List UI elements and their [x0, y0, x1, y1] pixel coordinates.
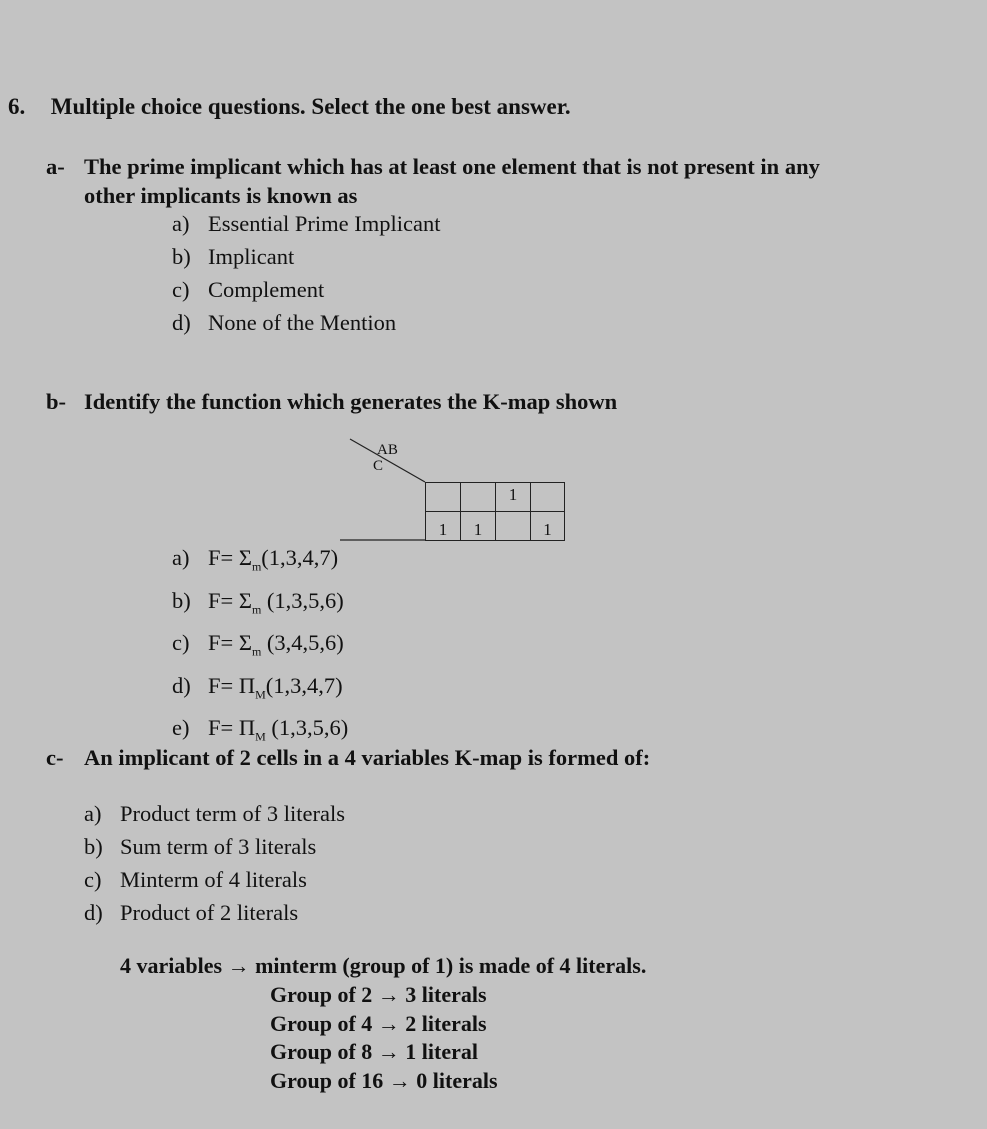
group-literals: 1 literal	[405, 1039, 478, 1064]
kmap-cell: 1	[460, 511, 496, 541]
part-a-question	[84, 152, 944, 181]
option-text: Minterm of 4 literals	[120, 867, 307, 892]
kmap-cell	[495, 511, 531, 541]
option-text: None of the Mention	[208, 310, 397, 335]
group-literals: 3 literals	[405, 982, 487, 1007]
option-text: Implicant	[208, 244, 295, 269]
kmap	[340, 436, 580, 546]
option-label: d)	[172, 310, 191, 335]
arrow-icon: →	[377, 1010, 400, 1036]
option-text: (1,3,4,7)	[261, 545, 339, 570]
note-group-row	[270, 981, 498, 1010]
option-prefix: F= Σ	[208, 545, 252, 570]
option-label: e)	[172, 715, 190, 740]
part-b-option-c[interactable]	[172, 626, 348, 669]
option-prefix: F= Π	[208, 672, 256, 698]
part-b-options	[172, 541, 348, 754]
part-a-option-a[interactable]	[172, 207, 440, 240]
option-label: b)	[84, 834, 103, 859]
question-title: Multiple choice questions. Select the one best answer.	[50, 94, 571, 119]
part-c-option-b[interactable]	[84, 830, 345, 863]
option-text: Product of 2 literals	[120, 900, 299, 925]
group-size: Group of 8	[270, 1039, 373, 1064]
arrow-icon: →	[377, 1039, 400, 1064]
kmap-cell	[425, 482, 461, 512]
option-prefix: F= Σ	[208, 587, 252, 613]
kmap-header-ab: AB	[377, 442, 398, 458]
option-label: a)	[172, 211, 190, 236]
group-size: Group of 4	[270, 1010, 373, 1036]
kmap-cell	[460, 482, 496, 512]
part-a-options	[172, 207, 440, 339]
arrow-icon: →	[377, 982, 400, 1007]
option-subscript: m	[251, 559, 262, 574]
note-group-row	[270, 1067, 498, 1096]
option-label: d)	[84, 900, 103, 925]
option-subscript: M	[255, 729, 266, 744]
option-text: (1,3,5,6)	[261, 587, 344, 613]
option-label: c)	[172, 630, 190, 655]
note-line1-left: 4 variables	[120, 953, 223, 978]
note-line1-right: minterm (group of 1) is made of 4 literals.	[255, 953, 647, 978]
option-label: a)	[172, 545, 190, 570]
option-label: c)	[84, 867, 102, 892]
option-text: Essential Prime Implicant	[208, 211, 441, 236]
group-literals: 2 literals	[405, 1010, 487, 1036]
kmap-cell	[530, 482, 565, 512]
part-a-label: a-	[46, 154, 65, 179]
option-text: Sum term of 3 literals	[120, 834, 317, 859]
part-c-label: c-	[46, 745, 64, 770]
part-b-label: b-	[46, 389, 67, 414]
option-label: b)	[172, 244, 191, 269]
option-subscript: M	[255, 687, 266, 701]
option-prefix: F= Σ	[208, 630, 252, 655]
part-a-option-c[interactable]	[172, 273, 440, 306]
part-c-option-c[interactable]	[84, 863, 345, 896]
option-subscript: m	[251, 602, 262, 616]
part-a-option-b[interactable]	[172, 240, 440, 273]
group-size: Group of 2	[270, 982, 373, 1007]
kmap-cell: 1	[495, 482, 531, 512]
part-c-options	[84, 797, 345, 929]
option-text: (1,3,5,6)	[265, 715, 349, 740]
option-label: a)	[84, 801, 102, 826]
part-b-option-d[interactable]	[172, 669, 348, 712]
part-a-option-d[interactable]	[172, 306, 440, 339]
group-literals: 0 literals	[416, 1067, 498, 1093]
part-c-option-d[interactable]	[84, 896, 345, 929]
part-a-line1: The prime implicant which has at least one element that is not present in any	[84, 154, 820, 179]
note-group-row	[270, 1010, 498, 1039]
option-text: (1,3,4,7)	[265, 672, 343, 698]
arrow-icon: →	[227, 953, 250, 978]
note-groups	[270, 981, 498, 1095]
option-text: Product term of 3 literals	[120, 801, 345, 826]
group-size: Group of 16	[270, 1067, 384, 1093]
kmap-cell: 1	[425, 511, 461, 541]
option-label: c)	[172, 277, 190, 302]
option-label: d)	[172, 672, 191, 698]
option-label: b)	[172, 587, 191, 613]
option-text: (3,4,5,6)	[261, 630, 344, 655]
part-b-question: Identify the function which generates the K-map shown	[84, 389, 618, 414]
kmap-header-c: C	[373, 458, 384, 474]
arrow-icon: →	[388, 1067, 411, 1093]
question-heading	[8, 94, 571, 120]
option-subscript: m	[251, 644, 262, 659]
part-b-option-a[interactable]	[172, 541, 348, 584]
option-prefix: F= Π	[208, 715, 256, 740]
part-c-question: An implicant of 2 cells in a 4 variables K-map is formed of:	[84, 745, 651, 770]
part-b-option-b[interactable]	[172, 584, 348, 627]
part-a-line2: other implicants is known as	[84, 183, 358, 208]
note-group-row	[270, 1038, 498, 1067]
option-text: Complement	[208, 277, 325, 302]
note-line1	[120, 952, 646, 981]
question-number: 6.	[8, 94, 26, 119]
part-c-option-a[interactable]	[84, 797, 345, 830]
kmap-cell: 1	[530, 511, 565, 541]
